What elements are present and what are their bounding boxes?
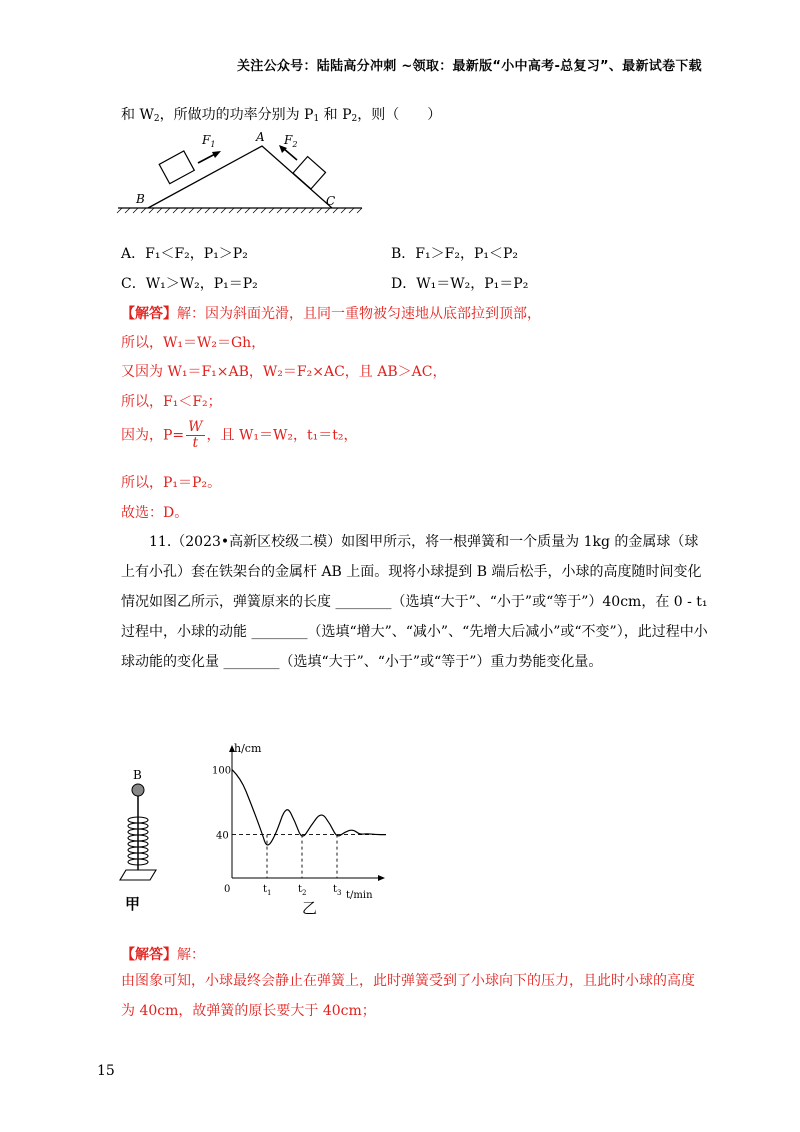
option-b: B．F₁＞F₂，P₁＜P₂	[391, 246, 519, 262]
y-tick-40: 40	[216, 830, 229, 842]
q10-solution-line-4: 所以，F₁＜F₂；	[121, 394, 222, 410]
label-rod-b: B	[133, 768, 142, 782]
x-axis-label: t/min	[346, 890, 373, 901]
label-f2: $F_2$	[284, 133, 298, 149]
q10-stem-tail: 和 $W_2$，所做功的功率分别为 $P_1$ 和 $P_2$，则（ ）	[121, 107, 442, 124]
label-f1: $F_1$	[202, 133, 216, 149]
power-fraction: $\frac{W}{t}$	[188, 419, 203, 451]
q11-solution-line-2: 由图象可知，小球最终会静止在弹簧上，此时弹簧受到了小球向下的压力，且此时小球的高度为 40cm，故弹簧的原长要大于 40cm；	[121, 973, 695, 1019]
q10-solution-line-1: 【解答】解：因为斜面光滑，且同一重物被匀速地从底部拉到顶部，	[121, 306, 541, 322]
label-b: B	[136, 192, 145, 206]
x-tick-t3: $t_3$	[333, 884, 342, 897]
y-axis-label: h/cm	[234, 742, 262, 755]
label-a: A	[256, 130, 265, 144]
height-curve	[232, 770, 386, 845]
q11-stem: 11.（2023•高新区校级二模）如图甲所示，将一根弹簧和一个质量为 1kg 的金属球（球上有小孔）套在铁架台的金属杆 AB 上面。现将小球提到 B 端后松手，小球的高度随时间变化情况如图乙所示，弹簧原来的长度 ________（选填“大于”、“小于”或“等于”）40cm，在 0 - t₁ 过程中，小球的动能 ________（选填“增大”、“减小”、“先增大后减小”或“不变”），此过程中小球动能的变化量 ________（选填“大于”、“小于”或“等于”）重力势能变化量。	[121, 534, 708, 670]
option-a: A．F₁＜F₂，P₁＞P₂	[121, 246, 248, 262]
q10-answer: 故选：D。	[121, 505, 189, 521]
origin-label: 0	[224, 884, 231, 895]
label-c: C	[326, 194, 336, 208]
option-d: D．W₁＝W₂，P₁＝P₂	[391, 276, 529, 292]
caption-yi: 乙	[302, 899, 318, 915]
x-tick-t2: $t_2$	[298, 884, 307, 897]
x-ticks	[263, 884, 342, 897]
q11-solution-line-1: 【解答】解：	[121, 947, 205, 963]
q10-solution-line-2: 所以，W₁＝W₂＝Gh，	[121, 335, 266, 351]
q10-incline-figure	[112, 128, 368, 216]
option-c: C．W₁＞W₂，P₁＝P₂	[121, 276, 258, 292]
page-number: 15	[97, 1063, 115, 1079]
y-tick-100: 100	[212, 765, 232, 777]
x-tick-t1: $t_1$	[263, 884, 272, 897]
page-header: 关注公众号：陆陆高分冲刺 ~领取：最新版“小中高考-总复习”、最新试卷下载	[236, 59, 702, 74]
q10-solution-line-5: 因为，P= $\frac{W}{t}$ ，且 W₁＝W₂，t₁＝t₂，	[121, 419, 358, 451]
fig-jia-spring-stand	[112, 762, 172, 912]
t-drop-lines	[267, 835, 337, 878]
fig-yi-height-time-chart	[212, 740, 392, 915]
q10-solution-line-3: 又因为 W₁＝F₁×AB，W₂＝F₂×AC，且 AB＞AC，	[121, 364, 447, 380]
q10-solution-line-6: 所以，P₁＝P₂。	[121, 475, 222, 491]
caption-jia: 甲	[125, 895, 141, 912]
